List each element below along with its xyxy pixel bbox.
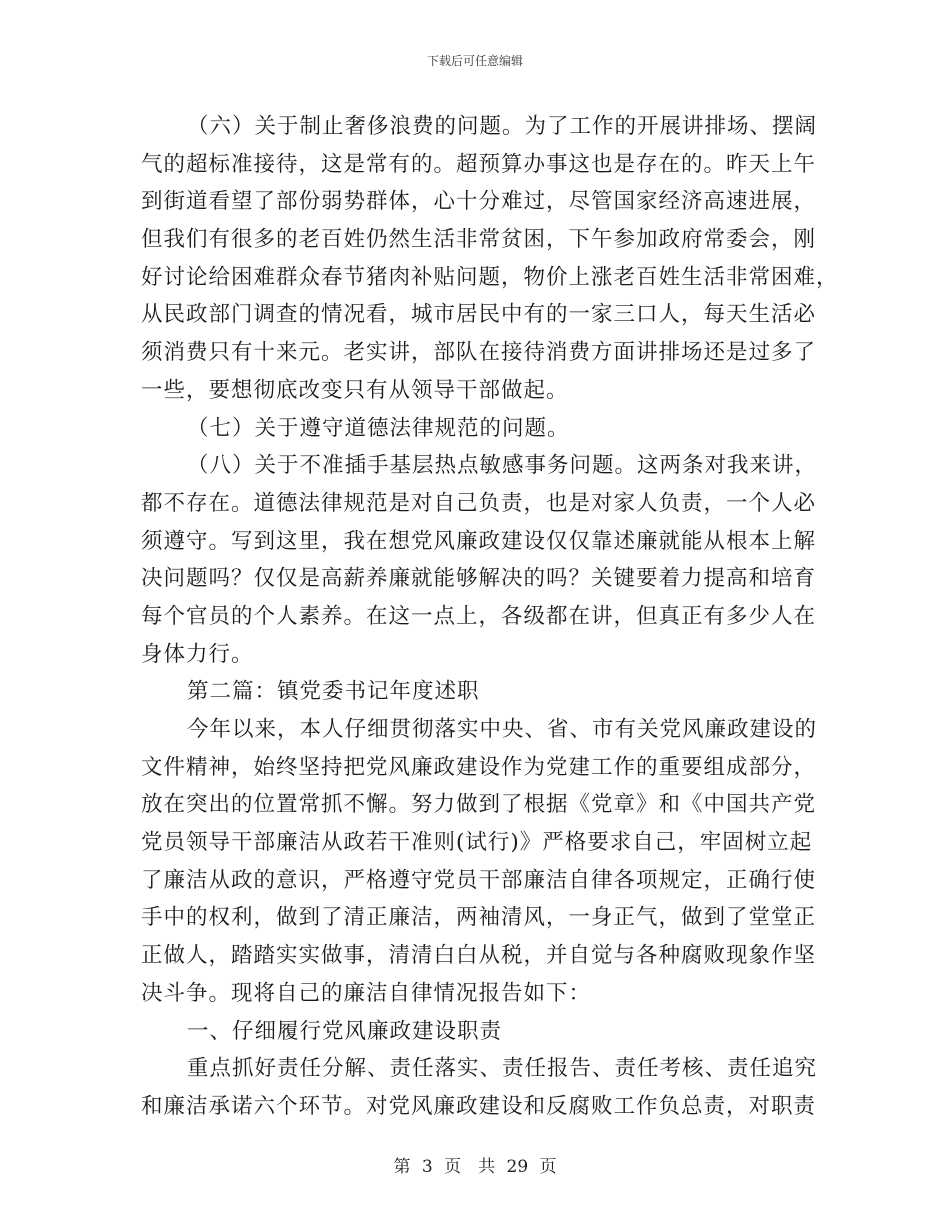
text-line: 了廉洁从政的意识，严格遵守党员干部廉洁自律各项规定，正确行使 — [141, 867, 817, 893]
text-line: （六）关于制止奢侈浪费的问题。为了工作的开展讲排场、摆阔 — [187, 114, 818, 139]
document-body — [141, 108, 839, 1126]
text-line: （八）关于不准插手基层热点敏感事务问题。这两条对我来讲， — [187, 453, 818, 479]
text-line: 正做人，踏踏实实做事，清清白白从税，并自觉与各种腐败现象作坚 — [141, 943, 817, 969]
page-footer — [0, 1152, 950, 1177]
text-line: 一些，要想彻底改变只有从领导干部做起。 — [141, 377, 569, 403]
text-line: 今年以来，本人仔细贯彻落实中央、省、市有关党风廉政建设的 — [187, 717, 818, 742]
text-line: 都不存在。道德法律规范是对自己负责，也是对家人负责，一个人必 — [141, 490, 817, 516]
text-line: 决问题吗？仅仅是高薪养廉就能够解决的吗？关键要着力提高和培育 — [141, 566, 817, 592]
text-line: 手中的权利，做到了清正廉洁，两袖清风，一身正气，做到了堂堂正 — [141, 905, 817, 931]
text-line: 决斗争。现将自己的廉洁自律情况报告如下： — [141, 980, 592, 1006]
text-line: 放在突出的位置常抓不懈。努力做到了根据《党章》和《中国共产党 — [141, 792, 817, 818]
page-number: 3 — [421, 1157, 433, 1177]
text-line: 须遵守。写到这里，我在想党风廉政建设仅仅靠述廉就能从根本上解 — [141, 528, 817, 554]
text-line: 和廉洁承诺六个环节。对党风廉政建设和反腐败工作负总责，对职责 — [141, 1093, 817, 1119]
text-line: 身体力行。 — [141, 641, 254, 667]
text-line: 重点抓好责任分解、责任落实、责任报告、责任考核、责任追究 — [187, 1056, 818, 1082]
section-heading: 第二篇：镇党委书记年度述职 — [187, 679, 480, 705]
text-line: 从民政部门调查的情况看，城市居民中有的一家三口人，每天生活必 — [141, 302, 817, 328]
text-line: 气的超标准接待，这是常有的。超预算办事这也是存在的。昨天上午 — [141, 151, 817, 177]
text-line: 到街道看望了部份弱势群体，心十分难过，尽管国家经济高速进展， — [141, 189, 817, 215]
total-pages: 29 — [506, 1157, 529, 1177]
subsection-heading: 一、仔细履行党风廉政建设职责 — [187, 1018, 503, 1044]
text-line: 每个官员的个人素养。在这一点上，各级都在讲，但真正有多少人在 — [141, 603, 817, 629]
footer-middle: 页 共 — [444, 1157, 496, 1177]
footer-suffix: 页 — [539, 1157, 557, 1177]
text-line: 好讨论给困难群众春节猪肉补贴问题，物价上涨老百姓生活非常困难， — [141, 264, 839, 290]
text-line: 但我们有很多的老百姓仍然生活非常贫困，下午参加政府常委会，刚 — [141, 227, 817, 253]
text-line: 党员领导干部廉洁从政若干准则(试行)》严格要求自己，牢固树立起 — [141, 830, 813, 856]
footer-prefix: 第 — [393, 1157, 411, 1177]
text-line: 文件精神，始终坚持把党风廉政建设作为党建工作的重要组成部分， — [141, 754, 817, 780]
text-line: （七）关于遵守道德法律规范的问题。 — [187, 415, 570, 441]
page-header: 下载后可任意编辑 — [426, 54, 523, 68]
text-line: 须消费只有十来元。老实讲，部队在接待消费方面讲排场还是过多了 — [141, 340, 817, 366]
